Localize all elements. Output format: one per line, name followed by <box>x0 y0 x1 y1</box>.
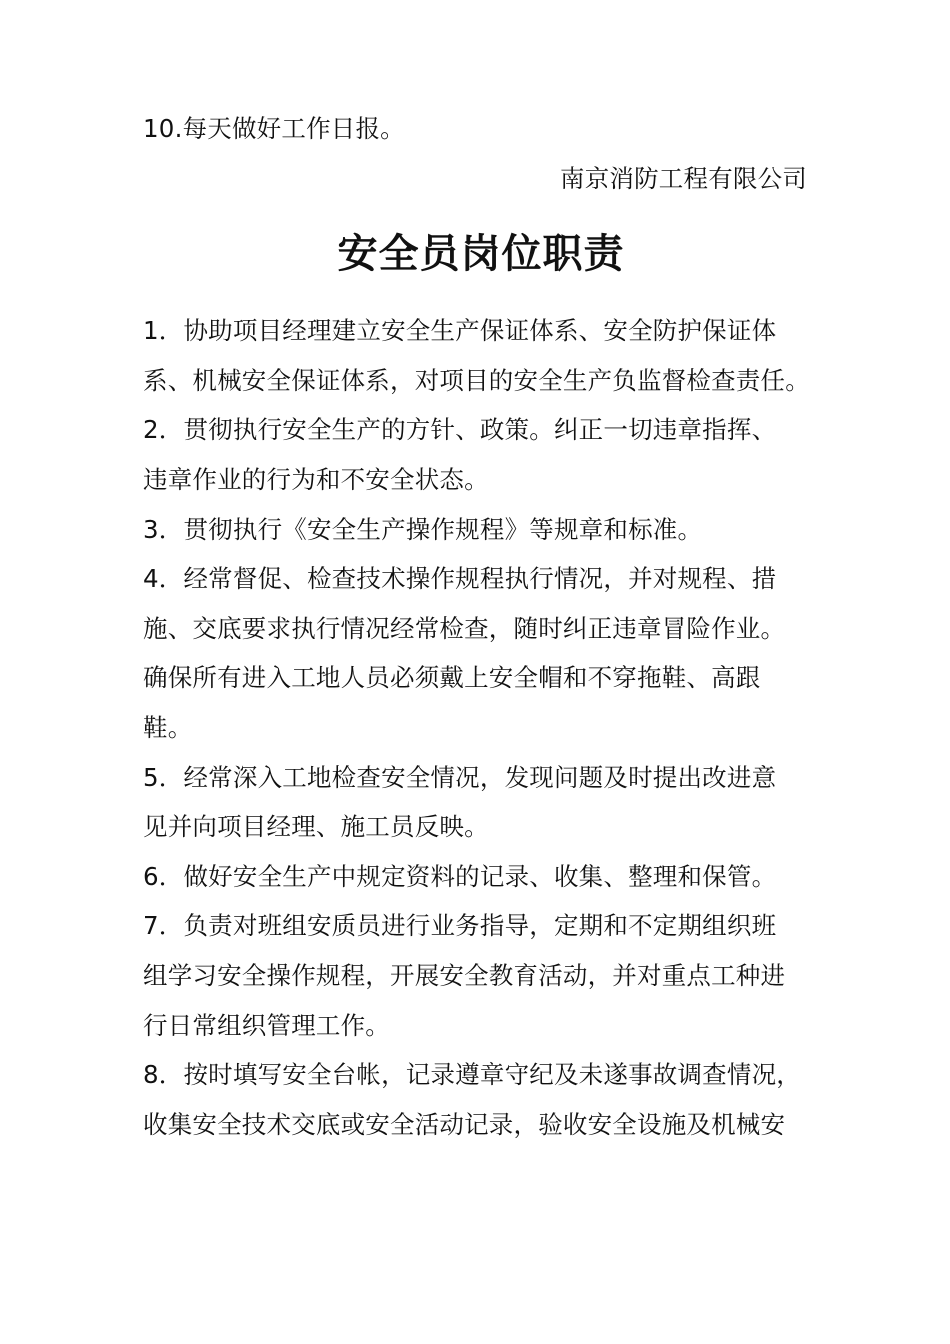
duty-line: 6．做好安全生产中规定资料的记录、收集、整理和保管。 <box>143 861 777 891</box>
duty-line: 2．贯彻执行安全生产的方针、政策。纠正一切违章指挥、 <box>143 415 777 445</box>
duty-line: 1．协助项目经理建立安全生产保证体系、安全防护保证体 <box>143 316 777 346</box>
duty-line: 施、交底要求执行情况经常检查，随时纠正违章冒险作业。 <box>143 613 786 643</box>
duty-line: 8．按时填写安全台帐，记录遵章守纪及未遂事故调查情况， <box>143 1060 801 1090</box>
duty-line: 确保所有进入工地人员必须戴上安全帽和不穿拖鞋、高跟 <box>143 663 761 693</box>
duty-list <box>143 306 819 1149</box>
company-name: 南京消防工程有限公司 <box>560 163 807 193</box>
duty-line: 行日常组织管理工作。 <box>143 1010 390 1040</box>
duty-line: 4．经常督促、检查技术操作规程执行情况，并对规程、措 <box>143 564 777 594</box>
previous-item-10: 10.每天做好工作日报。 <box>143 114 405 143</box>
duty-line: 见并向项目经理、施工员反映。 <box>143 812 489 842</box>
duty-line: 鞋。 <box>143 712 193 742</box>
duty-line: 5．经常深入工地检查安全情况，发现问题及时提出改进意 <box>143 762 777 792</box>
duty-line: 违章作业的行为和不安全状态。 <box>143 464 489 494</box>
duty-line: 系、机械安全保证体系，对项目的安全生产负监督检查责任。 <box>143 365 810 395</box>
duty-line: 7．负责对班组安质员进行业务指导，定期和不定期组织班 <box>143 911 777 941</box>
duty-line: 组学习安全操作规程，开展安全教育活动，并对重点工种进 <box>143 960 786 990</box>
document-title: 安全员岗位职责 <box>337 231 625 278</box>
document-page <box>143 104 819 1149</box>
duty-line: 3．贯彻执行《安全生产操作规程》等规章和标准。 <box>143 514 703 544</box>
duty-line: 收集安全技术交底或安全活动记录，验收安全设施及机械安 <box>143 1109 786 1139</box>
